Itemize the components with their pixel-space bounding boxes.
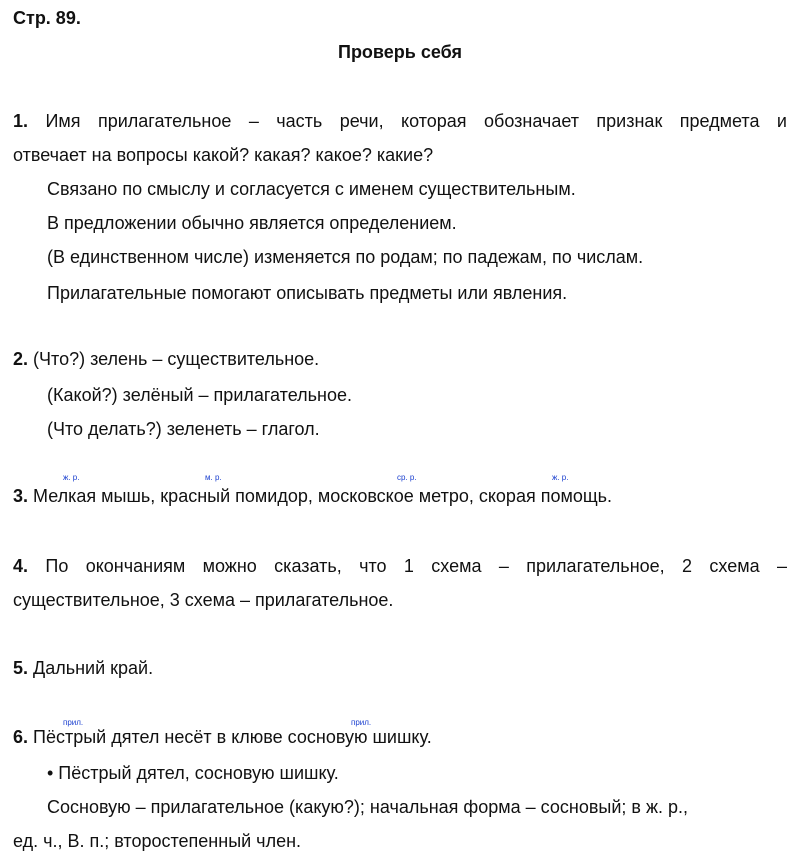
q4-line2: существительное, 3 схема – прилагательное. — [13, 590, 394, 610]
q6-pos-label-1: прил. — [63, 718, 84, 727]
q6-number: 6. — [13, 727, 29, 747]
q6-bullet: • Пёстрый дятел, сосновую шишку. — [47, 763, 339, 783]
q1-number: 1. — [13, 111, 29, 131]
q1-sentence-4: Прилагательные помогают описывать предметы или явления. — [47, 283, 568, 303]
page-title: Проверь себя — [338, 42, 462, 62]
q3-gender-label-2: м. р. — [205, 473, 222, 482]
q2-number: 2. — [13, 349, 29, 369]
q4-number: 4. — [13, 556, 29, 576]
q5-number: 5. — [13, 658, 29, 678]
q3-number: 3. — [13, 486, 29, 506]
q5-line: 5. Дальний край. — [13, 658, 154, 678]
q2-line1: 2. (Что?) зелень – существительное. — [13, 349, 320, 369]
q6-line1: 6. Пёстрый дятел несёт в клюве сосновую шишку. — [13, 727, 432, 747]
q2-line3: (Что делать?) зеленеть – глагол. — [47, 419, 320, 439]
page-number: Стр. 89. — [13, 8, 81, 28]
q6-pos-label-2: прил. — [351, 718, 372, 727]
q1-line1: 1. Имя прилагательное – часть речи, которая обозначает признак предмета и — [13, 111, 787, 131]
q1-sentence-3: (В единственном числе) изменяется по родам; по падежам, по числам. — [47, 247, 644, 267]
q4-line1: 4. По окончаниям можно сказать, что 1 схема – прилагательное, 2 схема – — [13, 556, 787, 576]
q6-line4: ед. ч., В. п.; второстепенный член. — [13, 831, 302, 851]
q3-gender-label-3: ср. р. — [397, 473, 417, 482]
q1-sentence-2: В предложении обычно является определением. — [47, 213, 457, 233]
q3-gender-label-1: ж. р. — [63, 473, 80, 482]
q3-line: 3. Мелкая мышь, красный помидор, московское метро, скорая помощь. — [13, 486, 613, 506]
q6-line3: Сосновую – прилагательное (какую?); начальная форма – сосновый; в ж. р., — [47, 797, 689, 817]
q1-sentence-1: Связано по смыслу и согласуется с именем существительным. — [47, 179, 576, 199]
q3-gender-label-4: ж. р. — [552, 473, 569, 482]
q2-line2: (Какой?) зелёный – прилагательное. — [47, 385, 352, 405]
q1-line2: отвечает на вопросы какой? какая? какое? какие? — [13, 145, 434, 165]
